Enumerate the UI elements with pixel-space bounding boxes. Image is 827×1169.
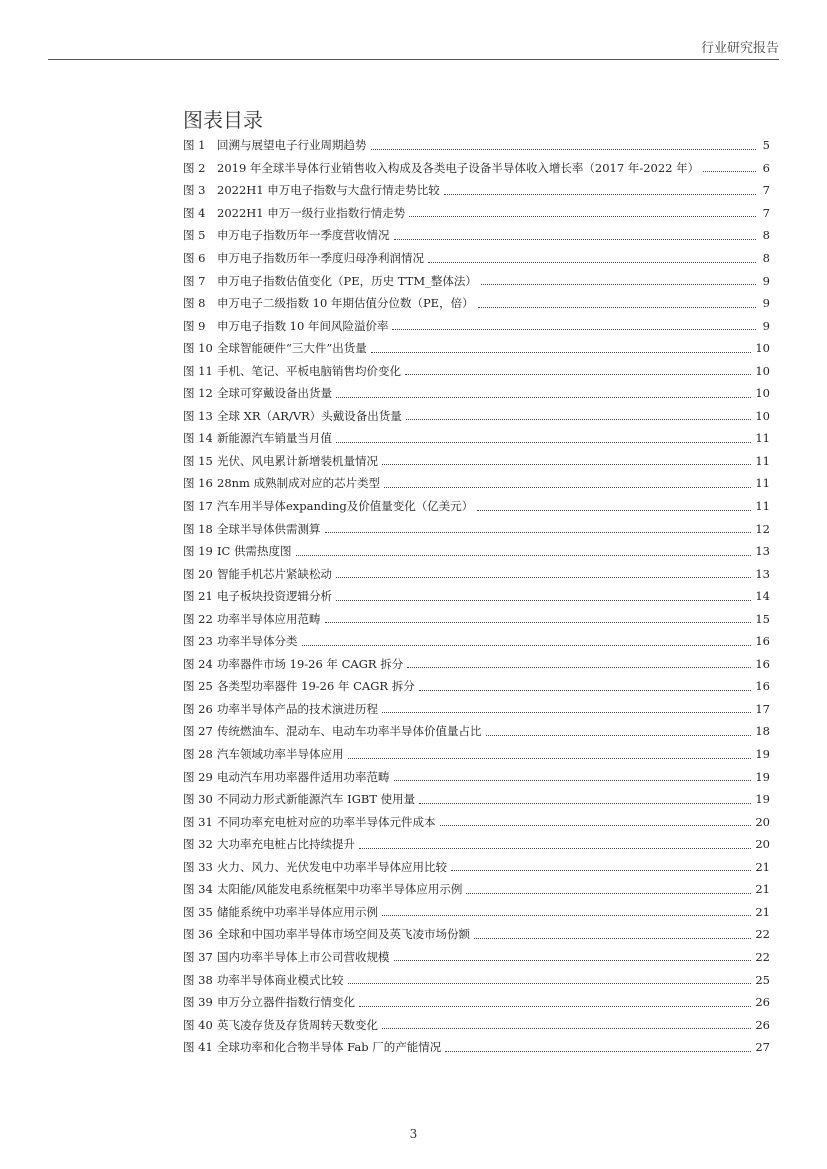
toc-entry-label: 图 6 xyxy=(183,251,206,265)
toc-leader-dots xyxy=(371,149,757,150)
toc-leader-dots xyxy=(466,893,751,894)
toc-entry[interactable] xyxy=(183,1036,770,1059)
toc-entry[interactable] xyxy=(183,765,770,788)
toc-entry-label: 图 7 xyxy=(183,273,206,288)
toc-entry-page: 13 xyxy=(755,566,770,581)
toc-leader-dots xyxy=(359,1006,751,1007)
toc-entry[interactable] xyxy=(183,337,770,360)
toc-entry-title: 全球可穿戴设备出货量 xyxy=(217,386,332,401)
toc-entry-page: 11 xyxy=(755,476,770,491)
toc-entry-label: 图 34 xyxy=(183,882,213,897)
toc-entry-label: 图 26 xyxy=(183,701,213,716)
toc-entry[interactable] xyxy=(183,810,770,833)
toc-entry-page: 27 xyxy=(755,1040,770,1055)
toc-entry-label: 图 11 xyxy=(183,363,213,378)
toc-leader-dots xyxy=(394,239,757,240)
toc-entry-title: 申万电子指数历年一季度营收情况 xyxy=(217,228,390,243)
toc-entry-title: 智能手机芯片紧缺松动 xyxy=(217,566,332,581)
toc-leader-dots xyxy=(394,780,752,781)
toc-leader-dots xyxy=(419,803,751,804)
toc-entry-title: 申万电子指数历年一季度归母净利润情况 xyxy=(217,251,424,265)
toc-leader-dots xyxy=(445,1051,751,1052)
toc-leader-dots xyxy=(440,825,752,826)
toc-entry-title: 大功率充电桩占比持续提升 xyxy=(217,837,355,852)
toc-entry-label: 图 3 xyxy=(183,183,206,198)
toc-entry[interactable] xyxy=(183,653,770,676)
toc-entry-title: 储能系统中功率半导体应用示例 xyxy=(217,904,378,919)
toc-entry-page: 11 xyxy=(755,453,770,468)
toc-entry[interactable] xyxy=(183,698,770,721)
toc-leader-dots xyxy=(486,735,752,736)
toc-entry-page: 11 xyxy=(755,499,770,514)
toc-entry-label: 图 5 xyxy=(183,228,206,243)
toc-entry[interactable] xyxy=(183,382,770,405)
toc-entry-page: 19 xyxy=(755,792,770,807)
toc-entry-page: 19 xyxy=(755,747,770,762)
toc-entry-label: 图 40 xyxy=(183,1017,213,1032)
toc-entry-label: 图 10 xyxy=(183,341,213,356)
toc-entry[interactable] xyxy=(183,630,770,653)
toc-entry-label: 图 29 xyxy=(183,769,213,784)
toc-entry-page: 26 xyxy=(755,1017,770,1032)
toc-entry[interactable] xyxy=(183,856,770,879)
toc-entry-label: 图 8 xyxy=(183,296,206,311)
toc-entry-page: 21 xyxy=(755,882,770,897)
toc-entry-label: 图 2 xyxy=(183,160,206,175)
toc-entry-label: 图 30 xyxy=(183,792,213,807)
toc-entry-title: 手机、笔记、平板电脑销售均价变化 xyxy=(217,363,401,378)
toc-leader-dots xyxy=(359,848,751,849)
toc-leader-dots xyxy=(302,645,752,646)
toc-entry-label: 图 16 xyxy=(183,476,213,491)
toc-entry-page: 19 xyxy=(755,769,770,784)
toc-entry-label: 图 35 xyxy=(183,904,213,919)
toc-entry[interactable] xyxy=(183,743,770,766)
toc-entry-title: 申万电子二级指数 10 年期估值分位数（PE，倍） xyxy=(217,296,474,311)
toc-entry-label: 图 1 xyxy=(183,138,206,153)
toc-entry-title: 回溯与展望电子行业周期趋势 xyxy=(217,138,367,153)
toc-entry[interactable] xyxy=(183,179,770,202)
toc-entry[interactable] xyxy=(183,134,770,157)
toc-entry-page: 9 xyxy=(762,273,770,288)
toc-entry-title: 申万电子指数 10 年间风险溢价率 xyxy=(217,318,389,333)
toc-entry-page: 8 xyxy=(762,228,770,243)
toc-entry[interactable] xyxy=(183,720,770,743)
toc-entry[interactable] xyxy=(183,292,770,315)
toc-entry[interactable] xyxy=(183,359,770,382)
toc-entry-label: 图 13 xyxy=(183,408,213,423)
toc-entry[interactable] xyxy=(183,675,770,698)
toc-entry-page: 10 xyxy=(755,408,770,423)
toc-entry[interactable] xyxy=(183,405,770,428)
toc-entry[interactable] xyxy=(183,224,770,247)
toc-entry-label: 图 38 xyxy=(183,972,213,987)
toc-entry-title: 全球 XR（AR/VR）头戴设备出货量 xyxy=(217,408,402,423)
toc-entry-page: 8 xyxy=(762,251,770,265)
toc-entry-title: 光伏、风电累计新增装机量情况 xyxy=(217,453,378,468)
toc-entry-title: 英飞凌存货及存货周转天数变化 xyxy=(217,1017,378,1032)
toc-entry-page: 21 xyxy=(755,904,770,919)
toc-entry-page: 17 xyxy=(755,701,770,716)
toc-leader-dots xyxy=(407,667,751,668)
toc-entry-page: 15 xyxy=(755,611,770,626)
toc-entry[interactable] xyxy=(183,247,770,270)
toc-leader-dots xyxy=(336,442,751,443)
toc-entry[interactable] xyxy=(183,202,770,225)
toc-entry-page: 25 xyxy=(755,972,770,987)
toc-leader-dots xyxy=(409,216,756,217)
toc-leader-dots xyxy=(336,577,751,578)
toc-entry-page: 10 xyxy=(755,386,770,401)
toc-entry-title: 全球和中国功率半导体市场空间及英飞凌市场份额 xyxy=(217,927,470,942)
toc-entry[interactable] xyxy=(183,585,770,608)
toc-entry-title: 28nm 成熟制成对应的芯片类型 xyxy=(217,476,381,491)
toc-entry-title: 功率半导体应用范畴 xyxy=(217,611,321,626)
toc-entry-title: 2022H1 申万电子指数与大盘行情走势比较 xyxy=(217,183,440,198)
toc-leader-dots xyxy=(382,464,751,465)
page-number: 3 xyxy=(409,1127,418,1141)
toc-entry[interactable] xyxy=(183,1013,770,1036)
toc-entry-label: 图 24 xyxy=(183,656,213,671)
toc-entry-label: 图 12 xyxy=(183,386,213,401)
toc-entry-label: 图 19 xyxy=(183,544,213,559)
toc-entry-title: 全球半导体供需测算 xyxy=(217,521,321,536)
toc-entry[interactable] xyxy=(183,562,770,585)
toc-entry-label: 图 15 xyxy=(183,453,213,468)
toc-leader-dots xyxy=(296,555,752,556)
toc-entry-page: 13 xyxy=(755,544,770,559)
toc-entry-page: 22 xyxy=(755,949,770,964)
toc-leader-dots xyxy=(428,262,756,263)
toc-entry[interactable] xyxy=(183,495,770,518)
toc-entry-title: 电动汽车用功率器件适用功率范畴 xyxy=(217,769,390,784)
toc-entry[interactable] xyxy=(183,157,770,180)
toc-leader-dots xyxy=(382,1028,751,1029)
toc-entry-title: 汽车领域功率半导体应用 xyxy=(217,747,344,762)
toc-entry[interactable] xyxy=(183,427,770,450)
toc-entry-title: 功率器件市场 19-26 年 CAGR 拆分 xyxy=(217,656,404,671)
toc-entry-page: 22 xyxy=(755,927,770,942)
toc-entry-page: 12 xyxy=(755,521,770,536)
toc-leader-dots xyxy=(394,960,752,961)
toc-entry-label: 图 41 xyxy=(183,1040,213,1055)
toc-entry-label: 图 17 xyxy=(183,499,213,514)
toc-leader-dots xyxy=(406,419,752,420)
toc-entry-title: 汽车用半导体expanding及价值量变化（亿美元） xyxy=(217,499,474,514)
toc-entry-label: 图 14 xyxy=(183,431,213,446)
toc-entry-label: 图 20 xyxy=(183,566,213,581)
toc-entry-page: 20 xyxy=(755,814,770,829)
toc-entry-page: 9 xyxy=(762,296,770,311)
toc-leader-dots xyxy=(336,397,751,398)
toc-entry-page: 5 xyxy=(762,138,770,153)
toc-entry-title: IC 供需热度图 xyxy=(217,544,292,559)
toc-entry[interactable] xyxy=(183,517,770,540)
toc-entry-title: 申万电子指数估值变化（PE，历史 TTM_整体法） xyxy=(217,273,477,288)
toc-leader-dots xyxy=(451,870,751,871)
toc-entry-title: 各类型功率器件 19-26 年 CAGR 拆分 xyxy=(217,679,415,694)
toc-entry-page: 16 xyxy=(755,634,770,649)
header-title: 行业研究报告 xyxy=(700,41,779,56)
toc-entry-title: 功率半导体分类 xyxy=(217,634,298,649)
toc-title: 图表目录 xyxy=(183,108,263,132)
toc-entry-title: 新能源汽车销量当月值 xyxy=(217,431,332,446)
toc-entry-title: 传统燃油车、混动车、电动车功率半导体价值量占比 xyxy=(217,724,482,739)
toc-leader-dots xyxy=(419,690,752,691)
toc-entry-title: 全球功率和化合物半导体 Fab 厂的产能情况 xyxy=(217,1040,442,1055)
toc-entry-page: 26 xyxy=(755,995,770,1010)
toc-leader-dots xyxy=(348,983,752,984)
toc-entry-label: 图 22 xyxy=(183,611,213,626)
toc-entry-page: 6 xyxy=(762,160,770,175)
toc-leader-dots xyxy=(325,532,752,533)
toc-entry[interactable] xyxy=(183,923,770,946)
toc-entry-title: 功率半导体产品的技术演进历程 xyxy=(217,701,378,716)
toc-entry-page: 16 xyxy=(755,656,770,671)
toc-leader-dots xyxy=(405,374,751,375)
toc-entry-label: 图 33 xyxy=(183,859,213,874)
toc-leader-dots xyxy=(444,194,756,195)
page-header xyxy=(48,37,779,60)
toc-entry-label: 图 9 xyxy=(183,318,206,333)
toc-entry-title: 功率半导体商业模式比较 xyxy=(217,972,344,987)
toc-leader-dots xyxy=(477,510,751,511)
toc-entry-page: 18 xyxy=(755,724,770,739)
toc-entry[interactable] xyxy=(183,269,770,292)
toc-leader-dots xyxy=(325,622,752,623)
toc-entry[interactable] xyxy=(183,788,770,811)
toc-entry[interactable] xyxy=(183,472,770,495)
toc-entry-title: 火力、风力、光伏发电中功率半导体应用比较 xyxy=(217,859,447,874)
toc-entry-page: 10 xyxy=(755,341,770,356)
toc-entry-page: 7 xyxy=(762,205,770,220)
toc-leader-dots xyxy=(382,915,751,916)
toc-entry-page: 16 xyxy=(755,679,770,694)
toc-leader-dots xyxy=(481,284,756,285)
toc-entry[interactable] xyxy=(183,991,770,1014)
toc-entry[interactable] xyxy=(183,901,770,924)
toc-leader-dots xyxy=(474,938,751,939)
toc-entry[interactable] xyxy=(183,314,770,337)
toc-leader-dots xyxy=(384,487,751,488)
toc-entry[interactable] xyxy=(183,878,770,901)
toc-entry-label: 图 4 xyxy=(183,205,206,220)
toc-entry[interactable] xyxy=(183,968,770,991)
toc-entry-page: 10 xyxy=(755,363,770,378)
toc-leader-dots xyxy=(392,329,756,330)
toc-leader-dots xyxy=(382,712,751,713)
toc-entry-page: 20 xyxy=(755,837,770,852)
toc-entry-title: 国内功率半导体上市公司营收规模 xyxy=(217,949,390,964)
toc-leader-dots xyxy=(478,307,756,308)
toc-entry-label: 图 21 xyxy=(183,589,213,604)
toc-entry-label: 图 28 xyxy=(183,747,213,762)
toc-entry-title: 不同功率充电桩对应的功率半导体元件成本 xyxy=(217,814,436,829)
toc-entry-page: 14 xyxy=(755,589,770,604)
toc-list xyxy=(183,134,770,1058)
toc-entry[interactable] xyxy=(183,540,770,563)
toc-entry-label: 图 31 xyxy=(183,814,213,829)
toc-entry-title: 电子板块投资逻辑分析 xyxy=(217,589,332,604)
toc-entry[interactable] xyxy=(183,833,770,856)
toc-entry-title: 2022H1 申万一级行业指数行情走势 xyxy=(217,205,406,220)
toc-leader-dots xyxy=(348,758,752,759)
toc-leader-dots xyxy=(371,352,752,353)
toc-entry-page: 21 xyxy=(755,859,770,874)
toc-entry-label: 图 36 xyxy=(183,927,213,942)
toc-entry-label: 图 27 xyxy=(183,724,213,739)
toc-entry-title: 申万分立器件指数行情变化 xyxy=(217,995,355,1010)
toc-entry-label: 图 23 xyxy=(183,634,213,649)
toc-leader-dots xyxy=(703,171,756,172)
toc-entry-title: 全球智能硬件“三大件”出货量 xyxy=(217,341,367,356)
toc-entry[interactable] xyxy=(183,450,770,473)
toc-entry-title: 2019 年全球半导体行业销售收入构成及各类电子设备半导体收入增长率（2017 年-2022 年） xyxy=(217,160,700,175)
toc-entry-label: 图 32 xyxy=(183,837,213,852)
toc-entry[interactable] xyxy=(183,946,770,969)
toc-entry-page: 9 xyxy=(762,318,770,333)
toc-entry-page: 7 xyxy=(762,183,770,198)
toc-entry[interactable] xyxy=(183,607,770,630)
toc-entry-label: 图 25 xyxy=(183,679,213,694)
toc-entry-page: 11 xyxy=(755,431,770,446)
toc-leader-dots xyxy=(336,600,751,601)
toc-entry-label: 图 37 xyxy=(183,949,213,964)
toc-entry-title: 不同动力形式新能源汽车 IGBT 使用量 xyxy=(217,792,416,807)
toc-entry-title: 太阳能/风能发电系统框架中功率半导体应用示例 xyxy=(217,882,463,897)
toc-entry-label: 图 18 xyxy=(183,521,213,536)
toc-entry-label: 图 39 xyxy=(183,995,213,1010)
